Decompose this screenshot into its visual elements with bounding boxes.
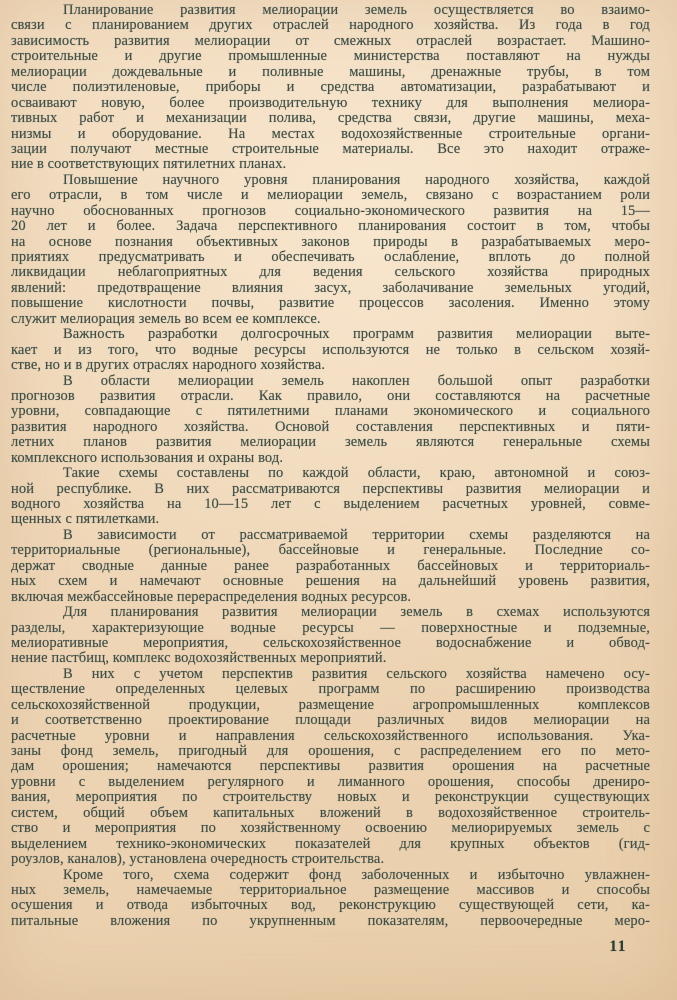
text-line: уровни, совпадающие с пятилетними планами экономического и социального (11, 404, 650, 420)
text-line: сельскохозяйственной продукции, размещение агропромышленных комплексов (11, 697, 650, 713)
paragraph-9 (11, 868, 650, 930)
text-line: Кроме того, схема содержит фонд заболоченных и избыточно увлажнен- (63, 867, 650, 883)
text-line: водного хозяйства на 10—15 лет с выделением расчетных уровней, совме- (11, 497, 650, 512)
text-line: заны фонд земель, пригодный для орошения, с распределением его по мето- (11, 744, 650, 759)
text-line: держат сводные данные ранее разработанных бассейновых и территориаль- (11, 558, 650, 574)
text-line: ство и мероприятия по хозяйственному освоению мелиорируемых земель с (11, 821, 650, 837)
text-line: развития народного хозяйства. Основой составления перспективных и пяти- (11, 419, 650, 435)
paragraph-3 (11, 327, 650, 373)
text-line: Планирование развития мелиорации земель осуществляется во взаимо- (63, 3, 650, 18)
text-line: зависимость развития мелиорации от смежных отраслей возрастает. Машино- (11, 33, 650, 49)
text-line: вания, мероприятия по строительству новых и реконструкции существующих (11, 790, 650, 806)
text-line: числе полиэтиленовые, приборы и средства автоматизации, разрабатывают и (11, 80, 650, 96)
text-line: ных земель, намечаемые территориальное размещение массивов и способы (11, 882, 650, 898)
paragraph-1 (11, 3, 650, 173)
text-line: ной республике. В них рассматриваются перспективы развития мелиорации и (11, 481, 650, 497)
text-line: Повышение научного уровня планирования народного хозяйства, каждой (63, 172, 650, 188)
paragraph-7 (11, 605, 650, 667)
text-line: уровни с выделением регулярного и лиманного орошения, способы дрениро- (11, 774, 650, 790)
text-line: служит мелиорация земель во всем ее комплексе. (11, 311, 321, 327)
text-line: систем, общий объем капитальных вложений в водохозяйственное строитель- (11, 805, 650, 821)
text-line: 20 лет и более. Задача перспективного планирования состоит в том, чтобы (11, 219, 650, 235)
text-line: выделением технико-экономических показателей для крупных объектов (гид- (11, 836, 650, 852)
text-line: ликвидации неблагоприятных для ведения сельского хозяйства природных (11, 265, 650, 281)
text-line: кает и из того, что водные ресурсы используются не только в сельском хозяй- (11, 342, 650, 358)
text-line: низмы и оборудование. На местах водохозяйственные строительные органи- (11, 126, 650, 142)
text-line: В области мелиорации земель накоплен большой опыт разработки (63, 373, 650, 389)
text-line: строительные и другие промышленные министерства поставляют на нужды (11, 49, 650, 65)
text-line: разделы, характеризующие водные ресурсы — поверхностные и подземные, (11, 620, 650, 636)
text-line: роузлов, каналов), установлена очередность строительства. (11, 852, 385, 868)
text-line: приятиях предусматривать и обеспечивать ослабление, вплоть до полной (11, 250, 650, 265)
text-line: Такие схемы составлены по каждой области, краю, автономной и союз- (63, 466, 650, 482)
text-line: В них с учетом перспектив развития сельского хозяйства намечено осу- (63, 666, 650, 682)
text-line: летних планов развития мелиорации земель являются генеральные схемы (11, 435, 650, 451)
text-line: стве, но и в других отраслях народного хозяйства. (11, 358, 326, 374)
text-line: осушения и отвода избыточных вод, реконструкцию существующей сети, ка- (11, 898, 650, 914)
text-line: ществление определенных целевых программ по расширению производства (11, 682, 650, 698)
text-line: научно обоснованных прогнозов социально-экономического развития на 15— (11, 203, 650, 219)
text-line: зации получают местные строительные материалы. Все это находит отраже- (11, 141, 650, 157)
paragraph-8 (11, 667, 650, 868)
text-line: явлений: предотвращение влияния засух, заболачивание земельных угодий, (11, 280, 650, 296)
text-line: В зависимости от рассматриваемой территории схемы разделяются на (63, 527, 650, 543)
text-line: на основе познания объективных законов природы в разрабатываемых меро- (11, 234, 650, 250)
page-number: 11 (609, 938, 627, 955)
text-line: повышение кислотности почвы, развитие процессов засоления. Именно этому (11, 296, 650, 312)
text-line: включая межбассейновые перераспределения водных ресурсов. (11, 589, 412, 605)
text-line: прогнозов развития отрасли. Как правило, они составляются на расчетные (11, 388, 650, 404)
text-line: комплексного использования и охраны вод. (11, 450, 284, 466)
text-line: ние в соответствующих пятилетних планах. (11, 157, 287, 173)
text-line: Важность разработки долгосрочных программ развития мелиорации выте- (63, 327, 650, 343)
text-line: территориальные (региональные), бассейновые и генеральные. Последние со- (11, 543, 650, 559)
text-line: мелиорации дождевальные и поливные машины, дренажные трубы, в том (11, 64, 650, 80)
text-line: щенных с пятилетками. (11, 512, 160, 528)
text-line: и соответственно проектирование площади различных видов мелиорации на (11, 713, 650, 729)
text-line: расчетные уровни и направления сельскохозяйственного использования. Ука- (11, 728, 650, 744)
paragraph-4 (11, 374, 650, 467)
text-line: тивных работ и механизации полива, средства связи, другие машины, меха- (11, 111, 650, 127)
text-line: ных схем и намечают основные решения на дальнейший уровень развития, (11, 574, 650, 590)
paragraph-5 (11, 466, 650, 528)
text-line: нение пастбищ, комплекс водохозяйственных мероприятий. (11, 651, 387, 667)
text-line: дам орошения; намечаются перспективы развития орошения на расчетные (11, 759, 650, 775)
text-line: мелиоративные мероприятия, сельскохозяйственное водоснабжение и обвод- (11, 635, 650, 651)
text-line: Для планирования развития мелиорации земель в схемах используются (63, 605, 650, 621)
paragraph-6 (11, 528, 650, 605)
text-line: осваивают новую, более производительную технику для выполнения мелиора- (11, 95, 650, 111)
text-line: его отрасли, в том числе и мелиорации земель, связано с возрастанием роли (11, 188, 650, 204)
text-line: связи с планированием других отраслей народного хозяйства. Из года в год (11, 18, 650, 34)
page-text (11, 3, 650, 929)
paragraph-2 (11, 173, 650, 327)
text-line: питальные вложения по укрупненным показателям, первоочередные меро- (11, 913, 650, 929)
